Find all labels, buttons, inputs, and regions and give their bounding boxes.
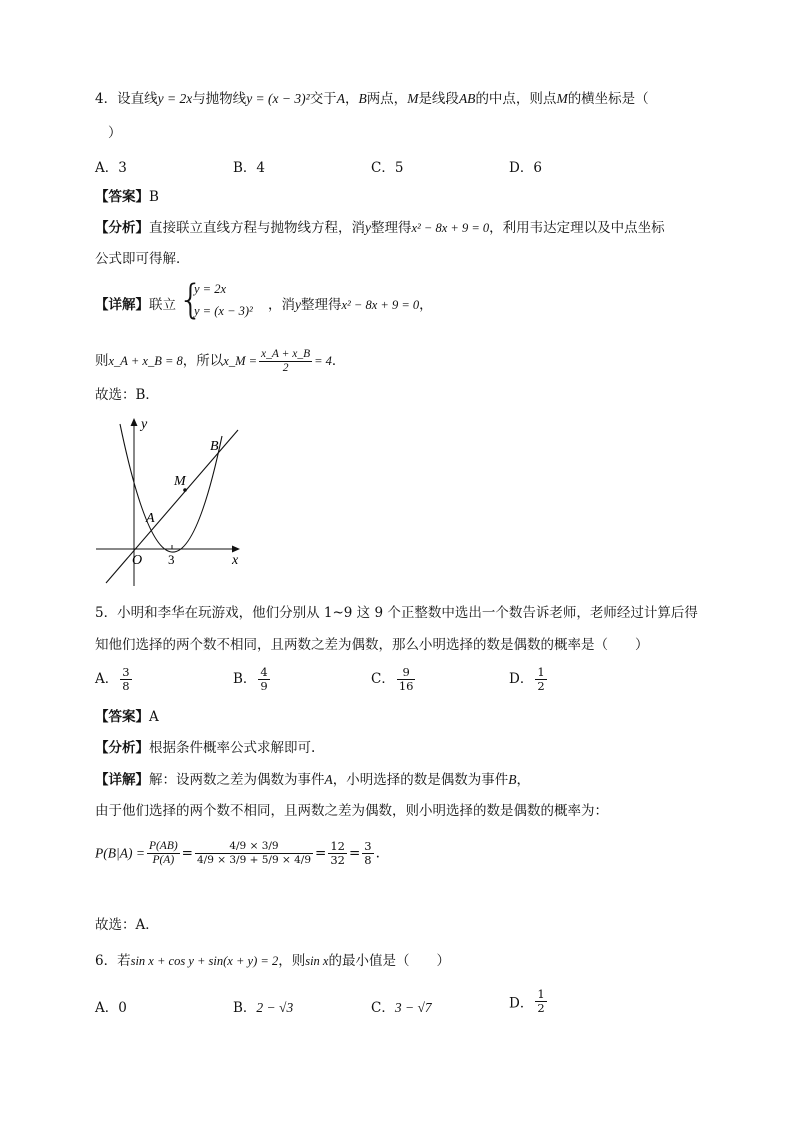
q4-detail-text: ，	[419, 297, 433, 313]
detail-tag: 【详解】	[95, 772, 149, 788]
q6-stem-text: 6．若	[95, 953, 131, 969]
fraction-denominator: 16	[398, 679, 414, 693]
q5-detail-text: 解：设两数之差为偶数为事件	[149, 772, 325, 788]
q4-analysis-line1	[95, 219, 665, 237]
q4-detail-text: ，消	[268, 297, 295, 313]
option-value: 2 − √3	[256, 1000, 294, 1015]
q5-stem-line1: 5．小明和李华在玩游戏，他们分别从 1~9 这 9 个正整数中选出一个数告诉老师，老师经过计算后得	[95, 605, 698, 621]
fraction-denominator: 9	[260, 679, 268, 693]
q6-option-a: A．0	[95, 1000, 127, 1016]
q4-then-text: 则	[95, 353, 109, 369]
q4-line-equation: y = 2x	[157, 91, 193, 106]
q6-stem-text: ，则	[278, 953, 306, 969]
q5-option-c	[371, 666, 417, 693]
option-label: A．	[95, 671, 119, 687]
q4-segment-ab: AB	[458, 91, 476, 106]
q4-detail-var: y	[295, 297, 301, 312]
q4-then-text: ．	[331, 353, 346, 369]
option-fraction	[535, 988, 546, 1015]
q4-analysis-equation: x² − 8x + 9 = 0	[411, 221, 490, 235]
fraction-numerator: 3	[122, 665, 130, 679]
q5-option-d	[509, 666, 549, 693]
q6-condition-equation: sin x + cos y + sin(x + y) = 2	[130, 954, 279, 968]
q4-stem-text: 两点，	[366, 91, 408, 107]
q4-stem-text: 是线段	[418, 91, 459, 107]
formula-fraction-3	[328, 840, 347, 867]
y-axis-arrow-icon	[131, 418, 138, 426]
option-label: C．	[371, 671, 395, 687]
fraction-numerator: 1	[537, 987, 545, 1001]
q4-stem-text: 的中点，则点	[475, 91, 557, 107]
q4-answer-line	[95, 188, 159, 206]
q4-detail-text: 联立	[149, 297, 176, 313]
q4-midpoint-lhs: x_M =	[223, 354, 258, 368]
formula-fraction-4	[362, 840, 373, 867]
q4-analysis-text: 整理得	[371, 220, 412, 236]
fraction-denominator: P(A)	[152, 854, 175, 866]
q5-answer: A	[149, 709, 159, 725]
q6-stem	[95, 952, 450, 970]
q4-option-b: B．4	[233, 160, 266, 176]
option-fraction	[397, 666, 416, 693]
fraction-denominator: 2	[537, 1001, 545, 1015]
formula-lhs: P(B|A) =	[95, 845, 145, 861]
option-fraction	[535, 666, 546, 693]
q4-analysis-text: ，利用韦达定理以及中点坐标	[489, 220, 665, 236]
fraction-denominator: 2	[537, 679, 545, 693]
answer-tag: 【答案】	[95, 189, 149, 205]
formula-fraction-2	[195, 840, 313, 867]
q4-stem-line1	[95, 90, 649, 108]
fraction-denominator: 8	[364, 853, 372, 867]
q4-stem-text: 4．设直线	[95, 91, 158, 107]
tick-3-label: 3	[168, 552, 175, 567]
q6-sinx: sin x	[305, 954, 329, 968]
equals-sign: =	[181, 845, 193, 862]
fraction-denominator: 8	[122, 679, 130, 693]
q5-detail-line2: 由于他们选择的两个数不相同，且两数之差为偶数，则小明选择的数是偶数的概率为：	[95, 803, 608, 819]
q4-point-a: A	[336, 91, 345, 106]
option-label: B．	[233, 671, 257, 687]
q5-choose: 故选：A．	[95, 917, 159, 933]
analysis-tag: 【分析】	[95, 220, 149, 236]
q5-detail-text: ，	[516, 772, 530, 788]
analysis-tag: 【分析】	[95, 740, 149, 756]
fraction-denominator: 4/9 × 3/9 + 5/9 × 4/9	[196, 854, 311, 866]
q5-option-b	[233, 666, 272, 693]
fraction-numerator: 9	[397, 666, 416, 680]
q4-detail-line1b	[268, 296, 433, 314]
option-label: B．	[233, 1000, 257, 1016]
q4-option-c: C．5	[371, 160, 404, 176]
q4-sum-equation: x_A + x_B = 8	[108, 354, 183, 368]
fraction-numerator: 1	[537, 665, 545, 679]
q5-analysis-line	[95, 739, 315, 757]
q4-answer: B	[149, 189, 159, 205]
point-m-label: M	[174, 474, 186, 489]
option-label: C．	[371, 1000, 395, 1016]
origin-label: O	[132, 553, 143, 568]
q4-option-d: D．6	[509, 160, 542, 176]
fraction-numerator: P(AB)	[148, 840, 178, 852]
fraction-numerator: x_A + x_B	[261, 348, 311, 360]
equals-sign: =	[315, 845, 327, 862]
fraction-numerator: 3	[364, 839, 372, 853]
q6-option-b	[233, 996, 293, 1016]
option-fraction	[258, 666, 269, 693]
q4-midpoint-fraction	[259, 348, 312, 375]
x-axis-label: x	[232, 553, 239, 568]
q5-answer-line	[95, 708, 159, 726]
q4-stem-text: 交于	[309, 91, 337, 107]
fraction-denominator: 32	[330, 853, 345, 867]
detail-tag: 【详解】	[95, 297, 149, 313]
answer-tag: 【答案】	[95, 709, 149, 725]
x-axis-arrow-icon	[232, 546, 240, 553]
fraction-numerator: 4/9 × 3/9	[195, 840, 313, 854]
q5-option-a	[95, 666, 134, 693]
q4-stem-text: ，	[344, 91, 359, 107]
q4-then-text: ，所以	[182, 353, 224, 369]
q5-event-a: A	[324, 772, 333, 787]
q5-analysis-text: 根据条件概率公式求解即可.	[149, 740, 316, 756]
q4-analysis-var: y	[365, 220, 371, 235]
q6-option-c	[371, 996, 432, 1016]
q4-graph	[90, 410, 250, 590]
q6-option-d	[509, 988, 549, 1015]
q4-then-line	[95, 348, 345, 375]
q5-detail-text: ，小明选择的数是偶数为事件	[332, 772, 509, 788]
option-value: 3 − √7	[394, 1000, 432, 1015]
y-axis-label: y	[141, 417, 148, 432]
q4-stem-close: ）	[108, 125, 122, 141]
q4-stem-text: 的横坐标是（	[567, 91, 649, 107]
q5-stem-line2: 知他们选择的两个数不相同，且两数之差为偶数，那么小明选择的数是偶数的概率是（ ）	[95, 637, 649, 653]
equals-sign: =	[348, 845, 361, 862]
q4-option-a: A．3	[95, 160, 127, 176]
formula-end: .	[375, 845, 380, 862]
q4-point-m: M	[556, 91, 568, 106]
q4-equation-system	[178, 277, 268, 328]
q4-analysis-line2: 公式即可得解．	[95, 251, 190, 267]
formula-fraction-1	[147, 840, 180, 867]
q4-system-eq1: y = 2x	[194, 282, 227, 296]
q5-event-b: B	[508, 772, 517, 787]
point-b-label: B	[210, 439, 219, 454]
brace-icon: {	[178, 277, 204, 323]
fraction-numerator: 4	[260, 665, 268, 679]
fraction-numerator: 12	[330, 839, 345, 853]
q4-detail-line1	[95, 296, 176, 314]
point-a-label: A	[146, 511, 155, 526]
q4-stem-text: 与抛物线	[192, 91, 247, 107]
q5-detail-line1	[95, 771, 530, 789]
q4-system-eq2: y = (x − 3)²	[194, 304, 253, 318]
q6-stem-text: 的最小值是（ ）	[328, 953, 450, 969]
q4-point-b: B	[358, 91, 367, 106]
q4-detail-equation: x² − 8x + 9 = 0	[341, 298, 420, 312]
option-label: D．	[509, 995, 534, 1012]
q4-midpoint-result: = 4	[314, 354, 332, 368]
parabola-curve	[120, 424, 222, 552]
option-fraction	[120, 666, 131, 693]
q4-point-m: M	[407, 91, 419, 106]
q5-probability-formula	[95, 840, 380, 867]
q4-parabola-equation: y = (x − 3)²	[246, 91, 310, 106]
option-label: D．	[509, 671, 534, 687]
q4-detail-text: 整理得	[301, 297, 342, 313]
q4-choose: 故选：B．	[95, 387, 159, 403]
fraction-denominator: 2	[282, 362, 289, 374]
q4-analysis-text: 直接联立直线方程与抛物线方程，消	[149, 220, 365, 236]
